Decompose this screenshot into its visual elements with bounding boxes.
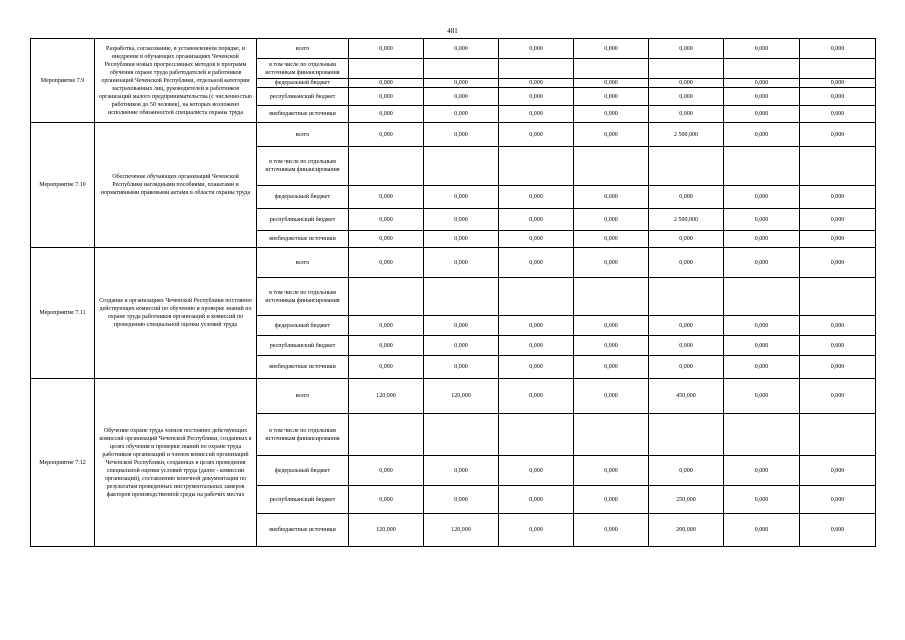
funding-source-label: в том числе по отдельным источникам финансирования bbox=[257, 278, 349, 316]
amount-cell bbox=[424, 59, 499, 79]
amount-cell: 0,000 bbox=[424, 106, 499, 123]
amount-cell: 0,000 bbox=[649, 456, 724, 486]
amount-cell: 0,000 bbox=[499, 379, 574, 414]
amount-cell bbox=[800, 278, 876, 316]
amount-cell bbox=[574, 59, 649, 79]
amount-cell: 0,000 bbox=[349, 316, 424, 336]
amount-cell: 0,000 bbox=[424, 79, 499, 88]
amount-cell: 120,000 bbox=[424, 514, 499, 547]
amount-cell: 0,000 bbox=[649, 231, 724, 248]
amount-cell: 0,000 bbox=[499, 486, 574, 514]
table-body bbox=[31, 39, 876, 547]
event-code: Мероприятие 7.9 bbox=[31, 39, 95, 123]
table-row bbox=[31, 123, 876, 147]
amount-cell bbox=[724, 147, 800, 186]
amount-cell: 0,000 bbox=[574, 248, 649, 278]
amount-cell: 0,000 bbox=[800, 123, 876, 147]
page-number: 481 bbox=[447, 27, 458, 35]
amount-cell: 120,000 bbox=[424, 379, 499, 414]
amount-cell: 0,000 bbox=[574, 514, 649, 547]
funding-source-label: республиканский бюджет bbox=[257, 209, 349, 231]
amount-cell bbox=[649, 59, 724, 79]
amount-cell: 0,000 bbox=[349, 123, 424, 147]
amount-cell: 0,000 bbox=[499, 123, 574, 147]
funding-source-label: республиканский бюджет bbox=[257, 336, 349, 356]
amount-cell bbox=[574, 147, 649, 186]
amount-cell: 0,000 bbox=[349, 39, 424, 59]
amount-cell: 0,000 bbox=[649, 186, 724, 209]
amount-cell: 0,000 bbox=[800, 231, 876, 248]
amount-cell: 0,000 bbox=[800, 336, 876, 356]
table-row bbox=[31, 39, 876, 59]
amount-cell: 0,000 bbox=[424, 231, 499, 248]
amount-cell: 0,000 bbox=[349, 248, 424, 278]
funding-source-label: республиканский бюджет bbox=[257, 88, 349, 106]
amount-cell: 0,000 bbox=[499, 336, 574, 356]
funding-source-label: внебюджетные источники bbox=[257, 106, 349, 123]
amount-cell: 0,000 bbox=[424, 456, 499, 486]
amount-cell: 0,000 bbox=[499, 231, 574, 248]
funding-source-label: федеральный бюджет bbox=[257, 186, 349, 209]
amount-cell: 0,000 bbox=[349, 456, 424, 486]
funding-source-label: федеральный бюджет bbox=[257, 456, 349, 486]
amount-cell: 0,000 bbox=[499, 79, 574, 88]
amount-cell: 0,000 bbox=[574, 39, 649, 59]
amount-cell: 0,000 bbox=[499, 88, 574, 106]
amount-cell: 0,000 bbox=[574, 186, 649, 209]
amount-cell: 0,000 bbox=[499, 186, 574, 209]
amount-cell: 0,000 bbox=[499, 456, 574, 486]
funding-source-label: внебюджетные источники bbox=[257, 356, 349, 379]
funding-source-label: всего bbox=[257, 123, 349, 147]
amount-cell bbox=[499, 414, 574, 456]
amount-cell: 0,000 bbox=[724, 248, 800, 278]
funding-source-label: внебюджетные источники bbox=[257, 514, 349, 547]
amount-cell: 0,000 bbox=[499, 39, 574, 59]
amount-cell: 0,000 bbox=[574, 486, 649, 514]
amount-cell bbox=[574, 278, 649, 316]
amount-cell: 0,000 bbox=[724, 79, 800, 88]
amount-cell: 0,000 bbox=[349, 88, 424, 106]
funding-source-label: внебюджетные источники bbox=[257, 231, 349, 248]
amount-cell: 0,000 bbox=[499, 356, 574, 379]
amount-cell bbox=[800, 59, 876, 79]
amount-cell: 0,000 bbox=[574, 336, 649, 356]
amount-cell: 0,000 bbox=[649, 248, 724, 278]
amount-cell: 0,000 bbox=[800, 106, 876, 123]
amount-cell: 0,000 bbox=[800, 356, 876, 379]
amount-cell bbox=[724, 414, 800, 456]
amount-cell: 0,000 bbox=[424, 336, 499, 356]
amount-cell bbox=[499, 147, 574, 186]
amount-cell: 0,000 bbox=[424, 356, 499, 379]
amount-cell bbox=[349, 278, 424, 316]
funding-source-label: республиканский бюджет bbox=[257, 486, 349, 514]
amount-cell: 0,000 bbox=[724, 123, 800, 147]
amount-cell bbox=[424, 147, 499, 186]
amount-cell: 0,000 bbox=[724, 231, 800, 248]
amount-cell: 0,000 bbox=[724, 336, 800, 356]
amount-cell bbox=[424, 414, 499, 456]
amount-cell: 0,000 bbox=[724, 456, 800, 486]
event-code: Мероприятие 7.11 bbox=[31, 248, 95, 379]
budget-table bbox=[30, 38, 876, 547]
event-description: Создание в организациях Чеченской Республики постоянно действующих комиссий по обучению и проверке знаний по охране труда работников организаций и комиссий по проведению специальной оценки условий труда bbox=[95, 248, 257, 379]
amount-cell: 0,000 bbox=[424, 209, 499, 231]
amount-cell: 0,000 bbox=[349, 486, 424, 514]
event-code: Мероприятие 7.10 bbox=[31, 123, 95, 248]
amount-cell: 0,000 bbox=[499, 106, 574, 123]
amount-cell: 0,000 bbox=[800, 39, 876, 59]
amount-cell: 0,000 bbox=[800, 486, 876, 514]
amount-cell: 0,000 bbox=[724, 316, 800, 336]
amount-cell: 0,000 bbox=[499, 209, 574, 231]
amount-cell: 0,000 bbox=[724, 186, 800, 209]
amount-cell bbox=[349, 59, 424, 79]
amount-cell: 0,000 bbox=[800, 379, 876, 414]
amount-cell bbox=[800, 414, 876, 456]
amount-cell: 0,000 bbox=[800, 209, 876, 231]
funding-source-label: федеральный бюджет bbox=[257, 79, 349, 88]
amount-cell bbox=[349, 414, 424, 456]
funding-source-label: всего bbox=[257, 39, 349, 59]
amount-cell bbox=[800, 147, 876, 186]
amount-cell bbox=[649, 414, 724, 456]
amount-cell: 0,000 bbox=[424, 39, 499, 59]
amount-cell: 250,000 bbox=[649, 486, 724, 514]
amount-cell: 0,000 bbox=[800, 88, 876, 106]
amount-cell: 0,000 bbox=[649, 88, 724, 106]
amount-cell: 0,000 bbox=[349, 79, 424, 88]
amount-cell bbox=[499, 59, 574, 79]
amount-cell: 0,000 bbox=[424, 123, 499, 147]
amount-cell bbox=[649, 278, 724, 316]
amount-cell: 120,000 bbox=[349, 514, 424, 547]
amount-cell: 0,000 bbox=[724, 356, 800, 379]
amount-cell bbox=[649, 147, 724, 186]
amount-cell: 0,000 bbox=[724, 88, 800, 106]
amount-cell: 0,000 bbox=[349, 186, 424, 209]
amount-cell: 0,000 bbox=[649, 106, 724, 123]
amount-cell: 200,000 bbox=[649, 514, 724, 547]
amount-cell: 0,000 bbox=[574, 316, 649, 336]
amount-cell: 0,000 bbox=[800, 79, 876, 88]
table-row bbox=[31, 248, 876, 278]
amount-cell: 0,000 bbox=[800, 514, 876, 547]
amount-cell: 0,000 bbox=[574, 456, 649, 486]
amount-cell: 0,000 bbox=[800, 186, 876, 209]
amount-cell: 0,000 bbox=[574, 88, 649, 106]
amount-cell: 0,000 bbox=[800, 316, 876, 336]
event-code: Мероприятие 7.12 bbox=[31, 379, 95, 547]
amount-cell: 0,000 bbox=[574, 106, 649, 123]
amount-cell: 0,000 bbox=[724, 514, 800, 547]
amount-cell: 0,000 bbox=[574, 356, 649, 379]
amount-cell: 0,000 bbox=[724, 486, 800, 514]
amount-cell: 0,000 bbox=[574, 123, 649, 147]
amount-cell: 0,000 bbox=[349, 209, 424, 231]
amount-cell: 0,000 bbox=[724, 106, 800, 123]
amount-cell: 2 500,000 bbox=[649, 123, 724, 147]
amount-cell bbox=[724, 59, 800, 79]
amount-cell bbox=[349, 147, 424, 186]
amount-cell bbox=[574, 414, 649, 456]
amount-cell: 0,000 bbox=[724, 209, 800, 231]
amount-cell: 0,000 bbox=[574, 231, 649, 248]
funding-source-label: федеральный бюджет bbox=[257, 316, 349, 336]
amount-cell: 0,000 bbox=[574, 79, 649, 88]
amount-cell bbox=[724, 278, 800, 316]
amount-cell: 0,000 bbox=[724, 39, 800, 59]
amount-cell: 120,000 bbox=[349, 379, 424, 414]
amount-cell: 0,000 bbox=[574, 209, 649, 231]
funding-source-label: всего bbox=[257, 379, 349, 414]
amount-cell: 0,000 bbox=[499, 316, 574, 336]
amount-cell: 0,000 bbox=[800, 456, 876, 486]
amount-cell: 0,000 bbox=[649, 39, 724, 59]
funding-source-label: всего bbox=[257, 248, 349, 278]
amount-cell: 2 500,000 bbox=[649, 209, 724, 231]
amount-cell: 0,000 bbox=[649, 356, 724, 379]
amount-cell: 450,000 bbox=[649, 379, 724, 414]
funding-source-label: в том числе по отдельным источникам финансирования bbox=[257, 59, 349, 79]
amount-cell: 0,000 bbox=[424, 88, 499, 106]
amount-cell: 0,000 bbox=[424, 186, 499, 209]
amount-cell: 0,000 bbox=[574, 379, 649, 414]
amount-cell: 0,000 bbox=[649, 336, 724, 356]
amount-cell: 0,000 bbox=[349, 336, 424, 356]
table-row bbox=[31, 379, 876, 414]
amount-cell: 0,000 bbox=[499, 248, 574, 278]
amount-cell: 0,000 bbox=[424, 316, 499, 336]
amount-cell: 0,000 bbox=[800, 248, 876, 278]
funding-source-label: в том числе по отдельным источникам финансирования bbox=[257, 414, 349, 456]
amount-cell bbox=[424, 278, 499, 316]
amount-cell: 0,000 bbox=[349, 106, 424, 123]
amount-cell: 0,000 bbox=[499, 514, 574, 547]
event-description: Обеспечение обучающих организаций Чеченской Республики наглядными пособиями, плакатами и нормативными правовыми актами в области охраны труда bbox=[95, 123, 257, 248]
amount-cell: 0,000 bbox=[349, 231, 424, 248]
event-description: Обучение охране труда членов постоянно действующих комиссий организаций Чеченской Республики, созданных в целях обучения и проверки знаний по охране труда работников организаций и членов комиссий организаций Чеченской Республики, созданных в целях проведения специальной оценки условий труда (далее - комиссии организаций), составлению конечной документации по результатам проведенных инструментальных замеров факторов производственной среды на рабочих местах bbox=[95, 379, 257, 547]
amount-cell: 0,000 bbox=[424, 486, 499, 514]
event-description: Разработка, согласование, в установленном порядке, и внедрение в обучающих организациях Чеченской Республики новых прогрессивных методов и программ обучения охране труда работодателей и работников организаций Чеченской Республики, отдельной категории застрахованных лиц, руководителей и работников организаций малого предпринимательства (с численностью работников до 50 человек), на которых возложено исполнение обязанностей специалиста охраны труда bbox=[95, 39, 257, 123]
amount-cell bbox=[499, 278, 574, 316]
amount-cell: 0,000 bbox=[424, 248, 499, 278]
amount-cell: 0,000 bbox=[349, 356, 424, 379]
amount-cell: 0,000 bbox=[724, 379, 800, 414]
amount-cell: 0,000 bbox=[649, 79, 724, 88]
amount-cell: 0,000 bbox=[649, 316, 724, 336]
funding-source-label: в том числе по отдельным источникам финансирования bbox=[257, 147, 349, 186]
